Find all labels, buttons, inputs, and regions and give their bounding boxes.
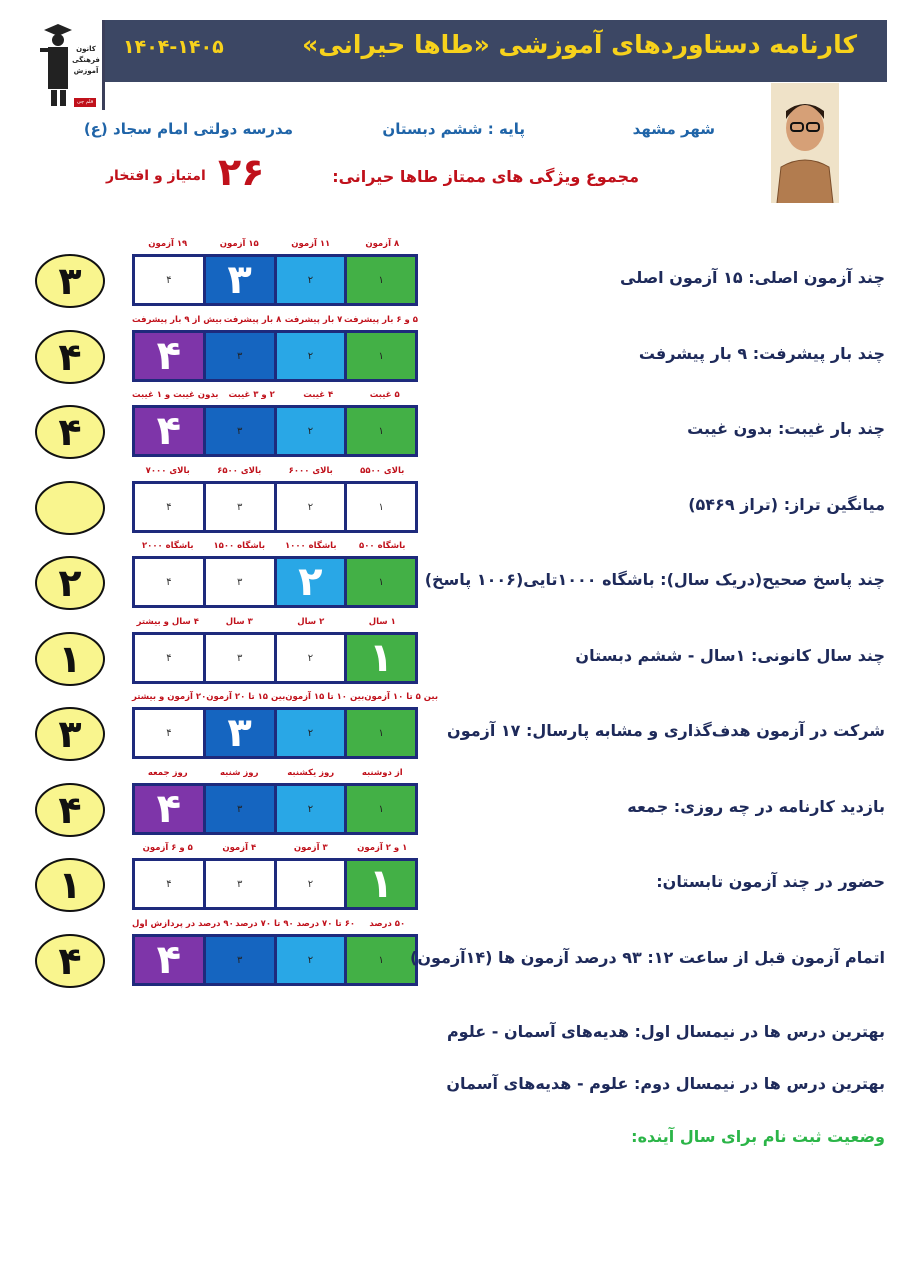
threshold-label: بدون غیبت و ۱ غیبت [132,390,219,400]
logo-text-line: قلم چی [76,99,94,105]
row-description: اتمام آزمون قبل از ساعت ۱۲: ۹۳ درصد آزمون ها (۱۴آزمون) [410,948,885,967]
level-cell: ۴ [135,333,203,379]
row-threshold-labels [132,315,418,325]
best-subjects-first-half: بهترین درس ها در نیمسال اول: هدیه‌های آسمان - علوم [446,1022,885,1041]
row-description: چند پاسخ صحیح(دریک سال): باشگاه ۱۰۰۰تایی(۱۰۰۶ پاسخ) [424,570,885,589]
threshold-label: ۱۵ آزمون [219,239,259,249]
row-description: چند سال کانونی: ۱سال - ششم دبستان [575,646,885,665]
row-threshold-labels [132,466,418,476]
score-bubble: ۴ [35,783,105,837]
registration-status: وضعیت ثبت نام برای سال آینده: [631,1127,885,1146]
row-description: میانگین تراز: (تراز ۵۴۶۹) [688,495,885,514]
row-threshold-labels [132,768,418,778]
level-cell: ۳ [206,710,274,756]
threshold-label: ۴ سال و بیشتر [136,617,199,627]
logo-text-line: کانون [76,45,96,53]
threshold-label: ۵ غیبت [369,390,400,400]
level-cell: ۲ [277,257,345,303]
threshold-label: ۱ سال [368,617,396,627]
threshold-label: ۳ آزمون [293,843,328,853]
level-row [132,632,418,684]
level-cell: ۴ [135,484,203,530]
level-row [132,481,418,533]
threshold-label: از دوشنبه [361,768,403,778]
row-threshold-labels [132,919,418,929]
row-description: بازدید کارنامه در چه روزی: جمعه [627,797,885,816]
level-cell: ۳ [206,484,274,530]
level-cell: ۳ [206,861,274,907]
threshold-label: بالای ۶۵۰۰ [217,466,262,476]
level-cell: ۴ [135,710,203,756]
level-cell: ۲ [277,937,345,983]
threshold-label: باشگاه ۵۰۰ [359,541,406,551]
threshold-label: ۹۰ درصد در پردازش اول [132,919,234,929]
threshold-label: بیش از ۹ بار پیشرفت [132,315,222,325]
level-cell: ۱ [347,257,415,303]
level-cell: ۱ [347,861,415,907]
logo-text-line: آموزش [73,67,99,75]
score-bubble [35,481,105,535]
level-cell: ۳ [206,635,274,681]
score-bubble: ۴ [35,934,105,988]
honor-label: امتیاز و افتخار [106,168,206,184]
level-row [132,330,418,382]
level-cell: ۲ [277,559,345,605]
level-cell: ۱ [347,635,415,681]
threshold-label: ۴ آزمون [222,843,257,853]
grade-label: پایه : ششم دبستان [382,120,525,138]
score-bubble: ۳ [35,707,105,761]
row-threshold-labels [132,617,418,627]
threshold-label: باشگاه ۱۵۰۰ [213,541,266,551]
threshold-label: بالای ۶۰۰۰ [288,466,333,476]
threshold-label: بالای ۷۰۰۰ [145,466,190,476]
threshold-label: باشگاه ۲۰۰۰ [141,541,194,551]
level-cell: ۱ [347,484,415,530]
threshold-label: ۶۰ تا ۷۰ درصد [296,919,356,929]
row-description: چند آزمون اصلی: ۱۵ آزمون اصلی [620,268,885,287]
threshold-label: ۲۰ آزمون و بیشتر [132,692,207,702]
threshold-label: ۸ بار پیشرفت [223,315,282,325]
row-threshold-labels [132,843,418,853]
row-description: چند بار پیشرفت: ۹ بار پیشرفت [638,344,885,363]
level-row [132,405,418,457]
total-score: ۲۶ [218,150,265,194]
level-cell: ۴ [135,786,203,832]
threshold-label: ۵۰ درصد [369,919,406,929]
threshold-label: ۲ و ۳ غیبت [228,390,275,400]
score-bubble: ۱ [35,632,105,686]
level-row [132,707,418,759]
threshold-label: ۱۹ آزمون [148,239,188,249]
level-row [132,254,418,306]
threshold-label: ۷ بار پیشرفت [284,315,343,325]
level-cell: ۱ [347,559,415,605]
level-row [132,783,418,835]
level-cell: ۳ [206,408,274,454]
threshold-label: باشگاه ۱۰۰۰ [284,541,337,551]
level-cell: ۱ [347,937,415,983]
level-cell: ۲ [277,861,345,907]
level-cell: ۲ [277,710,345,756]
kanoon-logo [36,20,105,110]
level-cell: ۳ [206,257,274,303]
level-row [132,858,418,910]
level-cell: ۳ [206,786,274,832]
level-row [132,556,418,608]
threshold-label: ۱۱ آزمون [291,239,331,249]
total-label: مجموع ویژگی های ممتاز طاها حیرانی: [332,167,639,186]
score-bubble: ۴ [35,330,105,384]
threshold-label: ۳ سال [225,617,253,627]
level-row [132,934,418,986]
threshold-label: ۴ غیبت [303,390,334,400]
level-cell: ۲ [277,484,345,530]
score-bubble: ۲ [35,556,105,610]
level-cell: ۱ [347,333,415,379]
row-description: چند بار غیبت: بدون غیبت [687,419,885,438]
student-photo [771,83,839,203]
score-bubble: ۳ [35,254,105,308]
level-cell: ۴ [135,257,203,303]
school-label: مدرسه دولتی امام سجاد (ع) [83,120,293,138]
header-banner [105,20,887,82]
threshold-label: روز جمعه [147,768,188,778]
threshold-label: ۲ سال [297,617,325,627]
threshold-label: ۸ آزمون [365,239,400,249]
row-description: حضور در چند آزمون تابستان: [656,872,885,891]
level-cell: ۳ [206,937,274,983]
row-threshold-labels [132,239,418,249]
level-cell: ۲ [277,635,345,681]
level-cell: ۲ [277,786,345,832]
score-bubble: ۴ [35,405,105,459]
threshold-label: بین ۱۵ تا ۲۰ آزمون [206,692,286,702]
score-bubble: ۱ [35,858,105,912]
level-cell: ۴ [135,861,203,907]
city-label: شهر مشهد [632,120,715,138]
threshold-label: ۱ و ۲ آزمون [357,843,408,853]
row-threshold-labels [132,541,418,551]
threshold-label: روز یکشنبه [287,768,335,778]
threshold-label: بین ۵ تا ۱۰ آزمون [364,692,439,702]
page-title: کارنامه دستاوردهای آموزشی «طاها حیرانی» [302,30,857,59]
level-cell: ۴ [135,408,203,454]
best-subjects-second-half: بهترین درس ها در نیمسال دوم: علوم - هدیه‌های آسمان [446,1074,885,1093]
level-cell: ۲ [277,333,345,379]
row-description: شرکت در آزمون هدف‌گذاری و مشابه پارسال: ۱۷ آزمون [447,721,885,740]
threshold-label: روز شنبه [220,768,259,778]
level-cell: ۳ [206,333,274,379]
threshold-label: ۵ و ۶ بار پیشرفت [344,315,418,325]
logo-text-line: فرهنگی [72,56,100,64]
row-threshold-labels [132,692,439,702]
threshold-label: بین ۱۰ تا ۱۵ آزمون [285,692,365,702]
level-cell: ۱ [347,786,415,832]
level-cell: ۱ [347,408,415,454]
level-cell: ۱ [347,710,415,756]
level-cell: ۴ [135,937,203,983]
threshold-label: بالای ۵۵۰۰ [360,466,405,476]
row-threshold-labels [132,390,418,400]
academic-year: ۱۴۰۴-۱۴۰۵ [123,36,224,58]
level-cell: ۴ [135,559,203,605]
threshold-label: ۵ و ۶ آزمون [142,843,193,853]
level-cell: ۲ [277,408,345,454]
level-cell: ۳ [206,559,274,605]
level-cell: ۴ [135,635,203,681]
threshold-label: ۹۰ تا ۷۰ درصد [235,919,294,929]
